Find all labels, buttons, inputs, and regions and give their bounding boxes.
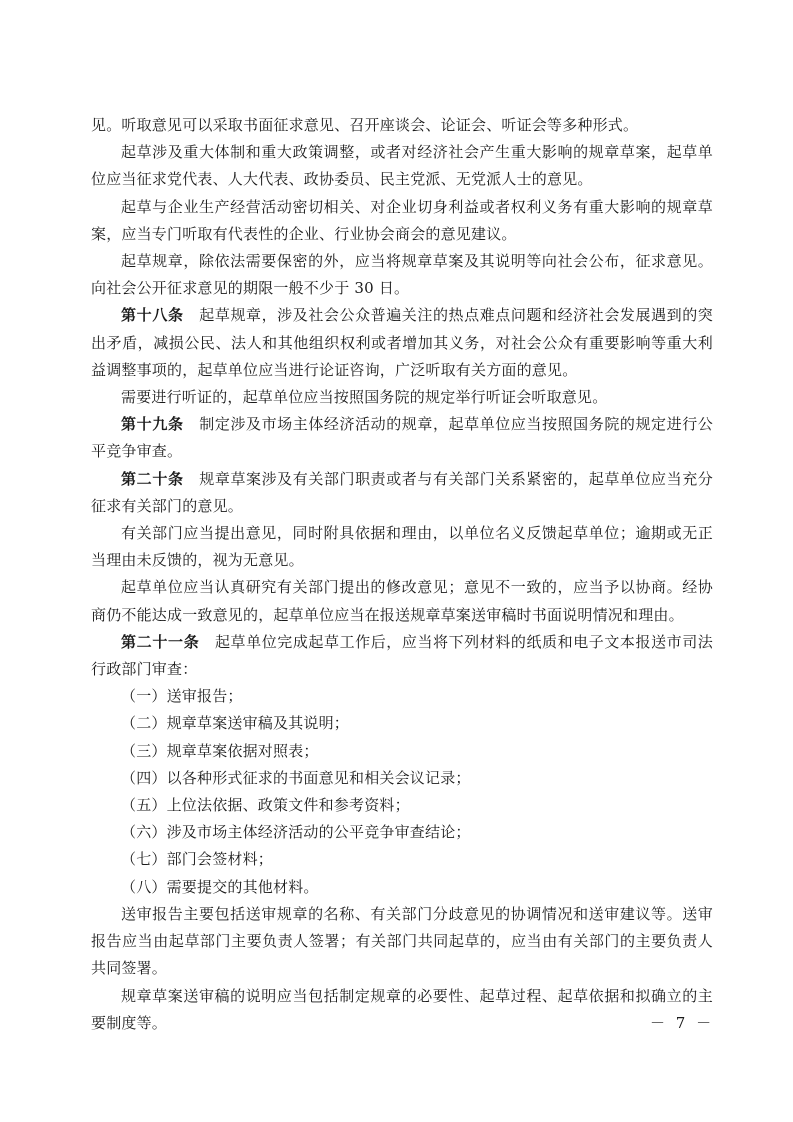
list-item-6 xyxy=(91,819,713,846)
article-20-title: 第二十条 xyxy=(121,469,184,488)
list-item-4 xyxy=(91,765,713,792)
paragraph-4-text: 起草规章，除依法需要保密的外，应当将规章草案及其说明等向社会公布，征求意见。向社会公开征求意见的期限一般不少于 30 日。 xyxy=(91,252,713,298)
paragraph-9-text: 有关部门应当提出意见，同时附具依据和理由，以单位名义反馈起草单位；逾期或无正当理由未反馈的，视为无意见。 xyxy=(91,524,713,570)
article-18 xyxy=(91,302,713,384)
paragraph-6 xyxy=(91,384,713,411)
list-item-8-text: （八）需要提交的其他材料。 xyxy=(121,877,319,896)
paragraph-1 xyxy=(91,112,713,139)
list-item-1-text: （一）送审报告； xyxy=(121,687,243,706)
paragraph-10-text: 起草单位应当认真研究有关部门提出的修改意见；意见不一致的，应当予以协商。经协商仍不能达成一致意见的，起草单位应当在报送规章草案送审稿时书面说明情况和理由。 xyxy=(91,578,713,624)
list-item-7-text: （七）部门会签材料； xyxy=(121,850,274,869)
paragraph-20-text: 送审报告主要包括送审规章的名称、有关部门分歧意见的协调情况和送审建议等。送审报告应当由起草部门主要负责人签署；有关部门共同起草的，应当由有关部门的主要负责人共同签署。 xyxy=(91,904,713,978)
paragraph-20 xyxy=(91,901,713,983)
article-18-text: 起草规章，涉及社会公众普遍关注的热点难点问题和经济社会发展遇到的突出矛盾，减损公民、法人和其他组织权利或者增加其义务，对社会公众有重要影响等重大利益调整事项的，起草单位应当进行论证咨询，广泛听取有关方面的意见。 xyxy=(91,306,713,379)
paragraph-21-text: 规章草案送审稿的说明应当包括制定规章的必要性、起草过程、起草依据和拟确立的主要制度等。 xyxy=(91,986,713,1032)
article-19 xyxy=(91,411,713,465)
article-21-title: 第二十一条 xyxy=(121,632,200,651)
article-18-title: 第十八条 xyxy=(121,306,184,325)
paragraph-9 xyxy=(91,520,713,574)
list-item-2-text: （二）规章草案送审稿及其说明； xyxy=(121,714,350,733)
article-19-text: 制定涉及市场主体经济活动的规章，起草单位应当按照国务院的规定进行公平竞争审查。 xyxy=(91,415,713,461)
list-item-3 xyxy=(91,738,713,765)
list-item-5 xyxy=(91,792,713,819)
article-20-text: 规章草案涉及有关部门职责或者与有关部门关系紧密的，起草单位应当充分征求有关部门的意见。 xyxy=(91,469,713,515)
paragraph-6-text: 需要进行听证的，起草单位应当按照国务院的规定举行听证会听取意见。 xyxy=(121,388,608,407)
paragraph-2-text: 起草涉及重大体制和重大政策调整，或者对经济社会产生重大影响的规章草案，起草单位应当征求党代表、人大代表、政协委员、民主党派、无党派人士的意见。 xyxy=(91,143,713,189)
article-21 xyxy=(91,629,713,683)
paragraph-10 xyxy=(91,574,713,628)
list-item-7 xyxy=(91,846,713,873)
list-item-5-text: （五）上位法依据、政策文件和参考资料； xyxy=(121,796,410,815)
list-item-2 xyxy=(91,710,713,737)
paragraph-4 xyxy=(91,248,713,302)
list-item-8 xyxy=(91,874,713,901)
paragraph-1-text: 见。听取意见可以采取书面征求意见、召开座谈会、论证会、听证会等多种形式。 xyxy=(91,116,639,134)
article-20 xyxy=(91,466,713,520)
document-body xyxy=(91,112,713,1037)
list-item-4-text: （四）以各种形式征求的书面意见和相关会议记录； xyxy=(121,768,471,787)
article-21-text: 起草单位完成起草工作后，应当将下列材料的纸质和电子文本报送市司法行政部门审查： xyxy=(91,632,713,679)
paragraph-3-text: 起草与企业生产经营活动密切相关、对企业切身利益或者权利义务有重大影响的规章草案，应当专门听取有代表性的企业、行业协会商会的意见建议。 xyxy=(91,197,713,243)
article-19-title: 第十九条 xyxy=(121,415,184,434)
paragraph-21 xyxy=(91,983,713,1037)
list-item-3-text: （三）规章草案依据对照表； xyxy=(121,741,319,760)
paragraph-3 xyxy=(91,194,713,248)
list-item-6-text: （六）涉及市场主体经济活动的公平竞争审查结论； xyxy=(121,823,471,842)
page-number: － 7 － xyxy=(650,1014,715,1032)
paragraph-2 xyxy=(91,139,713,193)
list-item-1 xyxy=(91,683,713,710)
